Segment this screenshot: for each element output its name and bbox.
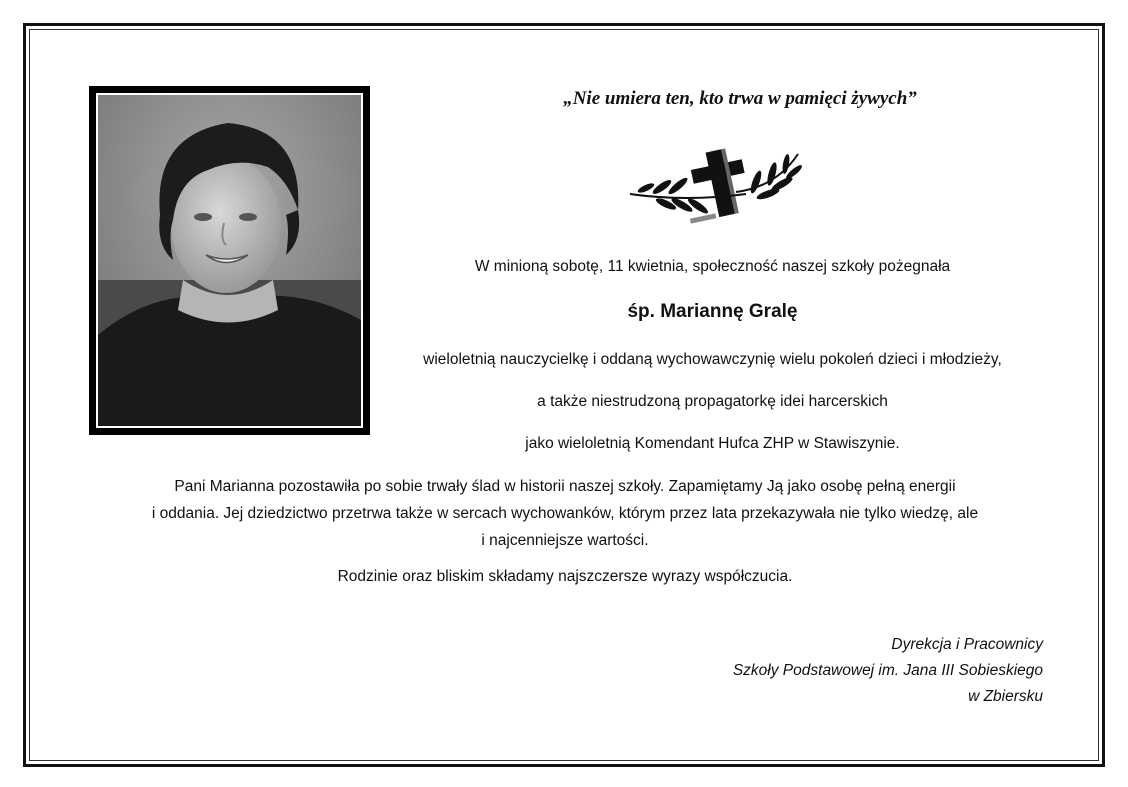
memorial-quote: „Nie umiera ten, kto trwa w pamięci żywych” <box>563 88 917 109</box>
portrait-photo-drawing <box>98 95 361 426</box>
role-line-3: jako wieloletnią Komendant Hufca ZHP w Stawiszynie. <box>525 435 900 452</box>
tribute-line-3: i najcenniejsze wartości. <box>481 532 649 549</box>
role-line-1: wieloletnią nauczycielkę i oddaną wychowawczynię wielu pokoleń dzieci i młodzieży, <box>423 351 1002 368</box>
signature-line-3: w Zbiersku <box>968 688 1043 705</box>
tribute-paragraph <box>80 473 1050 554</box>
signature-line-2: Szkoły Podstawowej im. Jana III Sobieskiego <box>732 662 1043 679</box>
condolences-line: Rodzinie oraz bliskim składamy najszczersze wyrazy współczucia. <box>337 568 793 585</box>
portrait-photo-frame <box>89 86 370 435</box>
signature-block <box>643 632 1043 710</box>
deceased-name: śp. Mariannę Gralę <box>627 301 798 322</box>
intro-line: W minioną sobotę, 11 kwietnia, społeczność naszej szkoły pożegnała <box>474 258 951 275</box>
cross-with-laurel-icon <box>626 142 806 232</box>
tribute-line-1: Pani Marianna pozostawiła po sobie trwały ślad w historii naszej szkoły. Zapamiętamy Ją jako osobę pełną energii <box>174 478 956 495</box>
role-line-2: a także niestrudzoną propagatorkę idei harcerskich <box>537 393 888 410</box>
signature-line-1: Dyrekcja i Pracownicy <box>891 636 1043 653</box>
portrait-photo <box>96 93 363 428</box>
tribute-line-2: i oddania. Jej dziedzictwo przetrwa także w sercach wychowanków, którym przez lata przekazywała nie tylko wiedzę, ale <box>151 505 979 522</box>
